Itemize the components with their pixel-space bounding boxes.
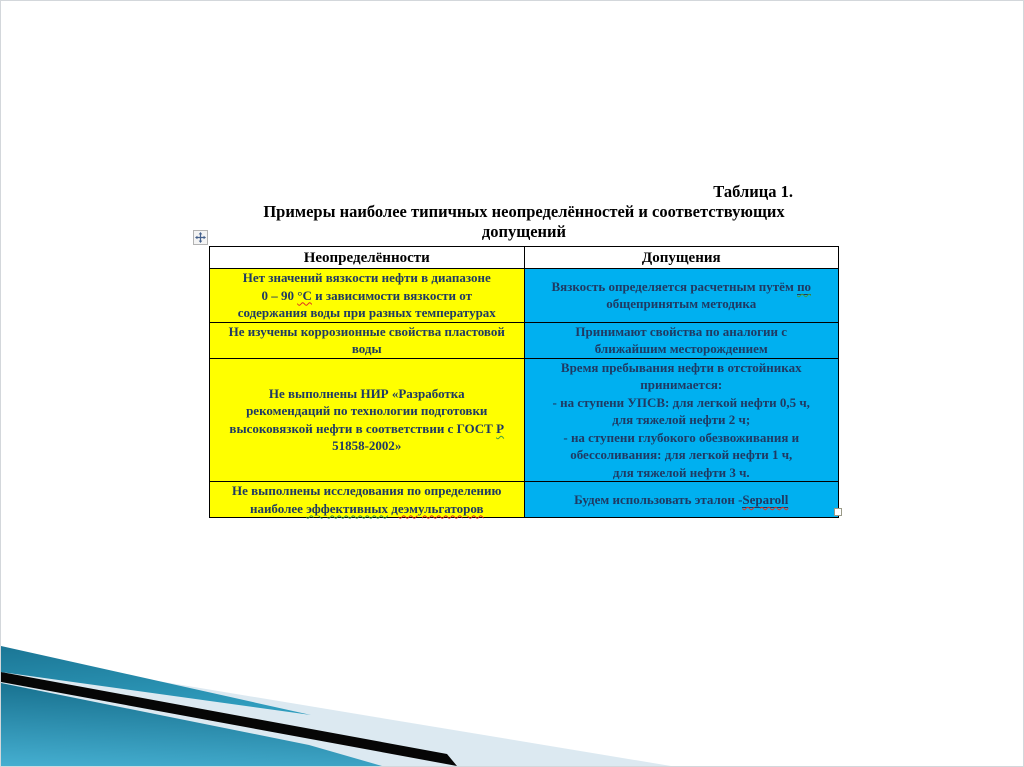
cell-text: наиболее <box>249 500 307 516</box>
cell-text: Будем использовать эталон - <box>574 491 743 507</box>
decor-pale-wedge <box>1 655 671 766</box>
cell-text: - на ступени глубокого обезвоживания и <box>563 429 800 445</box>
table-body <box>210 269 839 518</box>
cell-uncertainty-1[interactable] <box>210 269 525 323</box>
cell-text: Не изучены коррозионные свойства пластовой <box>228 323 505 339</box>
cell-text: Р <box>496 420 505 436</box>
table-row <box>210 269 839 323</box>
cell-text: Не выполнены исследования по определению <box>232 483 502 498</box>
cell-text: и зависимости вязкости от <box>311 287 472 303</box>
cell-text: °С <box>297 287 312 303</box>
cell-text: Нет значений вязкости нефти в диапазоне <box>242 270 491 285</box>
cell-text: высоковязкой нефти в соответствии с ГОСТ <box>229 420 497 436</box>
cell-text: эффективных <box>306 500 389 516</box>
cell-text: ближайшим месторождением <box>594 341 768 356</box>
cell-assumption-3[interactable] <box>524 358 839 482</box>
cell-assumption-2[interactable] <box>524 322 839 358</box>
cell-text: деэмульгаторов <box>391 500 484 516</box>
header-row <box>210 247 839 269</box>
cell-text: - на ступени УПСВ: для легкой нефти 0,5 ч, <box>552 394 810 410</box>
slide-title-line2: допущений <box>481 222 567 241</box>
cell-text: принимается: <box>640 377 723 392</box>
cell-uncertainty-2[interactable] <box>210 322 525 358</box>
decor-black-stripe <box>1 672 457 766</box>
decor-teal-wedge-large <box>1 683 389 767</box>
table-resize-handle[interactable] <box>834 508 842 516</box>
slide-title-line1: Примеры наиболее типичных неопределённостей и соответствующих <box>263 202 785 221</box>
cell-text: Separoll <box>742 491 789 507</box>
move-arrows-icon <box>195 232 206 243</box>
cell-text: Вязкость определяется расчетным путём <box>551 278 798 294</box>
cell-text: обессоливания: для легкой нефти 1 ч, <box>570 447 793 462</box>
cell-text: общепринятым методика <box>606 296 757 312</box>
cell-assumption-4[interactable] <box>524 482 839 518</box>
cell-text: по <box>797 278 812 294</box>
cell-assumption-1[interactable] <box>524 269 839 323</box>
cell-uncertainty-4[interactable] <box>210 482 525 518</box>
table-row <box>210 322 839 358</box>
cell-text: Не выполнены НИР «Разработка <box>268 385 465 401</box>
uncertainties-table <box>209 246 839 518</box>
cell-text: 51858-2002» <box>332 438 402 454</box>
column-header-assumptions[interactable]: Допущения <box>524 247 839 269</box>
heading-block <box>209 182 839 242</box>
cell-text: 0 – 90 <box>261 287 298 303</box>
cell-text: рекомендаций по технологии подготовки <box>246 403 488 419</box>
cell-uncertainty-3[interactable] <box>210 358 525 482</box>
table-move-handle[interactable] <box>193 230 208 245</box>
cell-text: Принимают свойства по аналогии с <box>575 323 788 339</box>
cell-text: Время пребывания нефти в отстойниках <box>560 359 802 375</box>
table-row <box>210 358 839 482</box>
table-caption: Таблица 1. <box>713 182 793 201</box>
column-header-uncertainties[interactable]: Неопределённости <box>210 247 525 269</box>
decor-teal-wedge-small <box>1 646 311 715</box>
cell-text: воды <box>351 341 382 356</box>
cell-text: для тяжелой нефти 2 ч; <box>612 412 751 427</box>
table-row <box>210 482 839 518</box>
cell-text: для тяжелой нефти 3 ч. <box>612 464 750 480</box>
cell-text: содержания воды при разных температурах <box>237 305 496 320</box>
